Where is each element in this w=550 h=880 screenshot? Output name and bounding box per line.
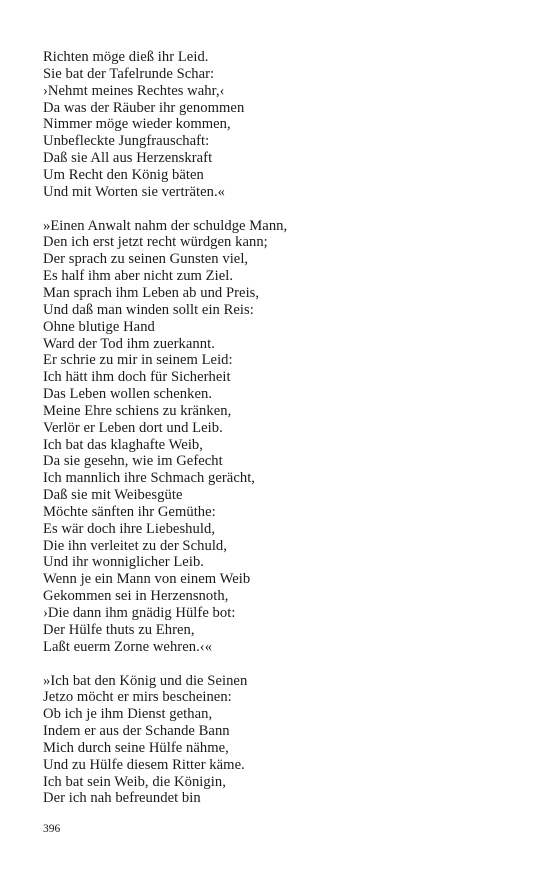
verse-line: Mich durch seine Hülfe nähme,	[43, 739, 229, 756]
stanza-3	[43, 673, 513, 808]
verse-line: Jetzo möcht er mirs bescheinen:	[43, 689, 232, 706]
verse-line: Laßt euerm Zorne wehren.‹«	[43, 638, 213, 655]
verse-line: Ohne blutige Hand	[43, 318, 155, 335]
verse-line: Indem er aus der Schande Bann	[43, 723, 230, 740]
verse-line: Unbefleckte Jungfrauschaft:	[43, 133, 210, 150]
verse-line: Das Leben wollen schenken.	[43, 386, 213, 403]
poem-text	[43, 49, 513, 824]
stanza-2	[43, 218, 513, 656]
verse-line: Da was der Räuber ihr genommen	[43, 99, 245, 116]
verse-line: Verlör er Leben dort und Leib.	[43, 419, 223, 436]
verse-line: Der ich nah befreundet bin	[43, 790, 201, 807]
verse-line: Es wär doch ihre Liebeshuld,	[43, 520, 216, 537]
verse-line: Ich bat sein Weib, die Königin,	[43, 773, 226, 790]
verse-line: Meine Ehre schiens zu kränken,	[43, 402, 232, 419]
verse-line: Ward der Tod ihm zuerkannt.	[43, 335, 215, 352]
verse-line: Und daß man winden sollt ein Reis:	[43, 301, 254, 318]
verse-line: Und ihr wonniglicher Leib.	[43, 554, 204, 571]
verse-line: Es half ihm aber nicht zum Ziel.	[43, 268, 234, 285]
verse-line: Den ich erst jetzt recht würdgen kann;	[43, 234, 268, 251]
verse-line: Ich hätt ihm doch für Sicherheit	[43, 369, 231, 386]
verse-line: Wenn je ein Mann von einem Weib	[43, 571, 251, 588]
verse-line: Da sie gesehn, wie im Gefecht	[43, 453, 223, 470]
verse-line: Ich bat das klaghafte Weib,	[43, 436, 203, 453]
verse-line: Er schrie zu mir in seinem Leid:	[43, 352, 233, 369]
verse-line: Und zu Hülfe diesem Ritter käme.	[43, 756, 245, 773]
verse-line: Nimmer möge wieder kommen,	[43, 116, 231, 133]
verse-line: Richten möge dieß ihr Leid.	[43, 49, 209, 65]
verse-line: Ob ich je ihm Dienst gethan,	[43, 706, 213, 723]
verse-line: Und mit Worten sie verträten.«	[43, 183, 226, 200]
verse-line: Der Hülfe thuts zu Ehren,	[43, 621, 195, 638]
verse-line: Um Recht den König bäten	[43, 166, 204, 183]
page-number: 396	[43, 823, 61, 835]
verse-line: Möchte sänften ihr Gemüthe:	[43, 503, 216, 520]
verse-line: Daß sie All aus Herzenskraft	[43, 150, 213, 167]
stanza-1	[43, 49, 513, 201]
verse-line: Sie bat der Tafelrunde Schar:	[43, 65, 215, 82]
verse-line: Ich mannlich ihre Schmach gerächt,	[43, 470, 256, 487]
verse-line: ›Die dann ihm gnädig Hülfe bot:	[43, 605, 236, 621]
verse-line: »Ich bat den König und die Seinen	[43, 672, 248, 689]
verse-line: Man sprach ihm Leben ab und Preis,	[43, 284, 260, 301]
verse-line: Daß sie mit Weibesgüte	[43, 487, 183, 504]
verse-line: Gekommen sei in Herzensnoth,	[43, 588, 229, 605]
verse-line: ›Nehmt meines Rechtes wahr,‹	[43, 82, 225, 99]
verse-line: Die ihn verleitet zu der Schuld,	[43, 537, 227, 554]
verse-line: »Einen Anwalt nahm der schuldge Mann,	[43, 217, 288, 234]
verse-line: Der sprach zu seinen Gunsten viel,	[43, 251, 249, 268]
